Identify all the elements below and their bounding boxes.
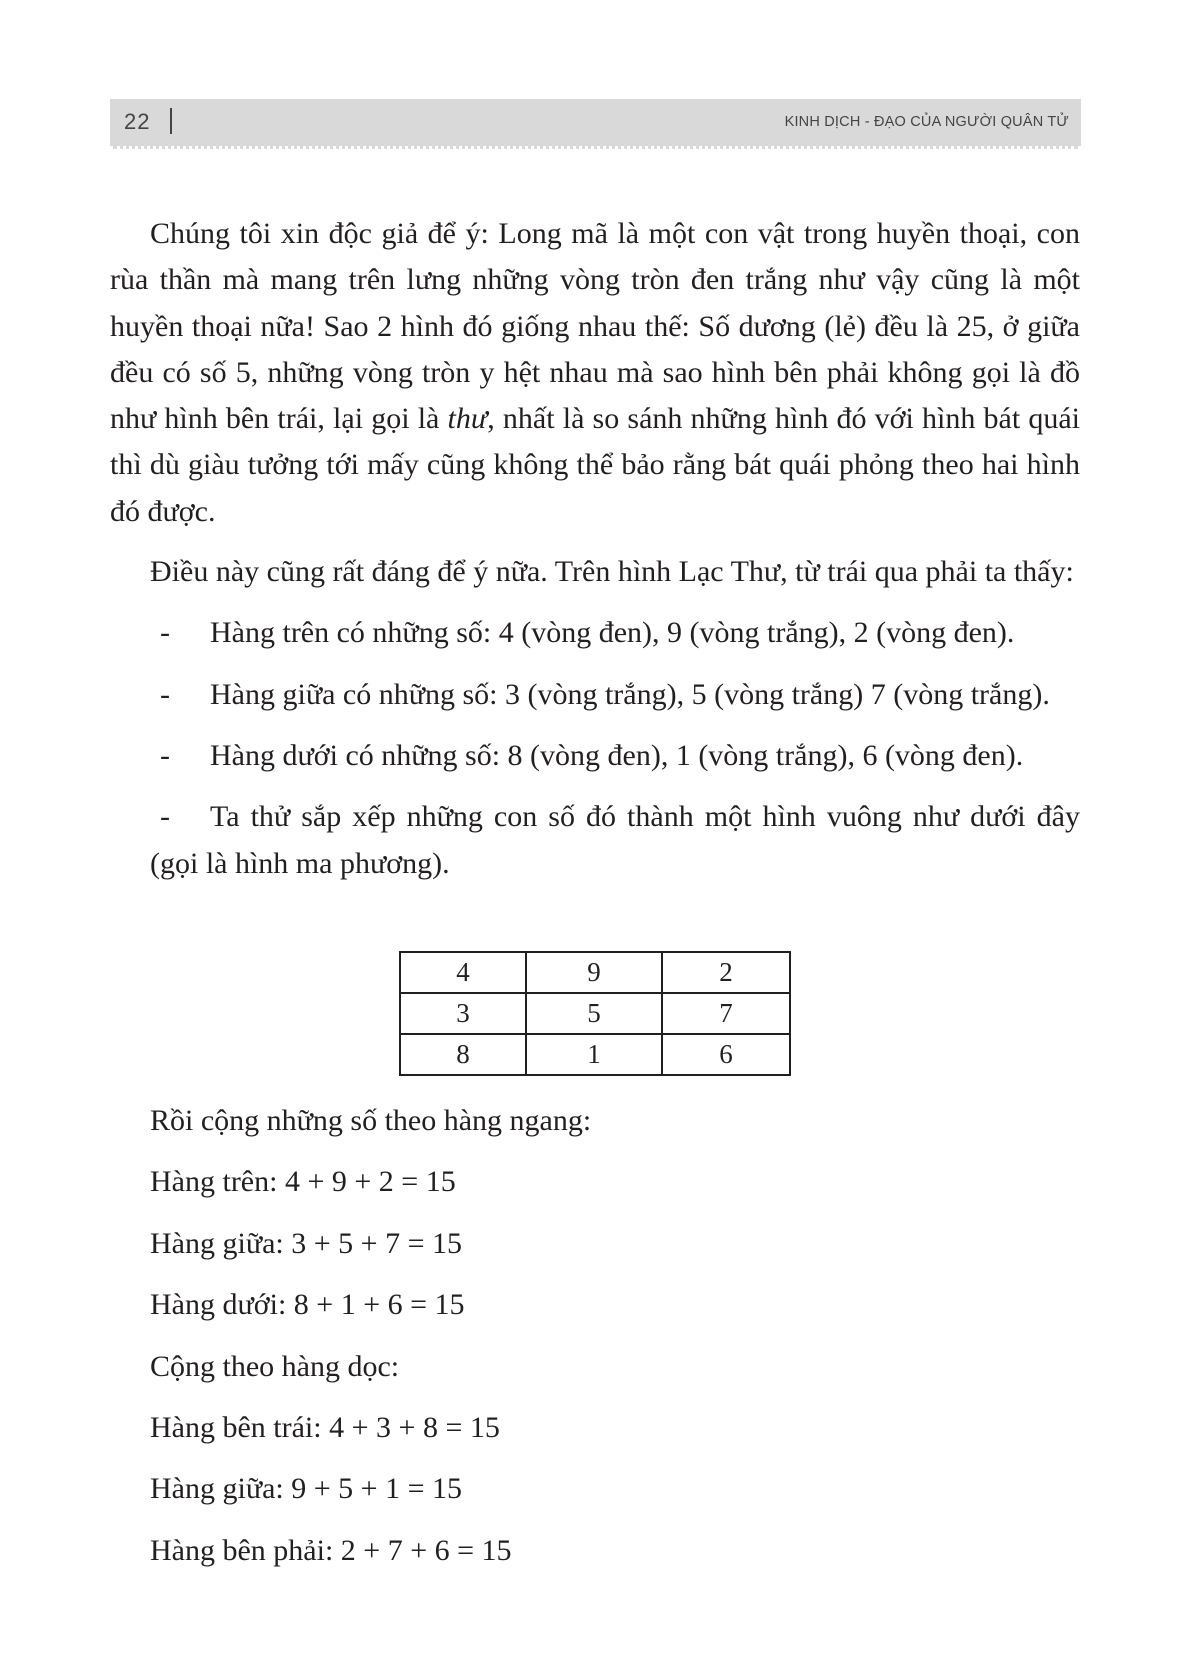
magic-square-table [399,951,791,1076]
sum-line: Rồi cộng những số theo hàng ngang: [150,1104,592,1137]
list-dash: - [160,738,170,772]
paragraph-1 [110,211,1080,535]
list-item-text: Hàng giữa có những số: 3 (vòng trắng), 5 (vòng trắng) 7 (vòng trắng). [210,677,1050,711]
sum-line: Hàng bên phải: 2 + 7 + 6 = 15 [150,1533,512,1567]
table-cell: 6 [662,1034,790,1075]
table-row [400,952,790,993]
table-cell: 1 [526,1034,662,1075]
list-item [110,733,1080,779]
list-dash: - [160,800,170,834]
list-item-text: Hàng trên có những số: 4 (vòng đen), 9 (vòng trắng), 2 (vòng đen). [210,616,1015,650]
sum-line: Cộng theo hàng dọc: [150,1349,400,1383]
table-cell: 3 [400,993,526,1034]
list-dash: - [160,616,170,650]
table-cell: 7 [662,993,790,1034]
table-cell: 2 [662,952,790,993]
sum-line: Hàng bên trái: 4 + 3 + 8 = 15 [150,1410,500,1444]
list-item [110,672,1080,718]
sum-lines [150,1098,591,1589]
list-item [110,794,1080,887]
sum-line: Hàng dưới: 8 + 1 + 6 = 15 [150,1288,465,1322]
list-dash: - [160,677,170,711]
page-header [110,99,1081,149]
paragraph-1-italic: thư [447,402,488,436]
list-item-text: Hàng dưới có những số: 8 (vòng đen), 1 (vòng trắng), 6 (vòng đen). [210,738,1024,772]
body-text [110,211,1080,902]
list-item [110,610,1080,656]
paragraph-1-text-b: , nhất là so sánh những hình đó với hình bát quái thì dù giàu tưởng tới mấy cũng không thể bảo rằng bát quái phỏng theo hai hình đó được. [110,402,1080,528]
table-cell: 5 [526,993,662,1034]
paragraph-2: Điều này cũng rất đáng để ý nữa. Trên hình Lạc Thư, từ trái qua phải ta thấy: [150,555,1074,589]
page-number: 22 [124,109,151,134]
sum-line: Hàng giữa: 9 + 5 + 1 = 15 [150,1472,462,1506]
table-cell: 9 [526,952,662,993]
list-item-text: Ta thử sắp xếp những con số đó thành một hình vuông như dưới đây (gọi là hình ma phương). [150,800,1080,880]
header-divider [170,108,172,134]
table-row [400,1034,790,1075]
running-title: KINH DỊCH - ĐẠO CỦA NGƯỜI QUÂN TỬ [784,114,1069,130]
table-cell: 8 [400,1034,526,1075]
table-cell: 4 [400,952,526,993]
table-row [400,993,790,1034]
sum-line: Hàng trên: 4 + 9 + 2 = 15 [150,1165,456,1199]
observation-list [110,610,1080,886]
paragraph-1-text-a: Chúng tôi xin độc giả để ý: Long mã là một con vật trong huyền thoại, con rùa thần mà mang trên lưng những vòng tròn đen trắng như vậy cũng là một huyền thoại nữa! Sao 2 hình đó giống nhau thế: Số dương (lẻ) đều là 25, ở giữa đều có số 5, những vòng tròn y hệt nhau mà sao hình bên phải không gọi là đồ như hình bên trái, lại gọi là [110,217,1080,436]
sum-line: Hàng giữa: 3 + 5 + 7 = 15 [150,1226,462,1260]
